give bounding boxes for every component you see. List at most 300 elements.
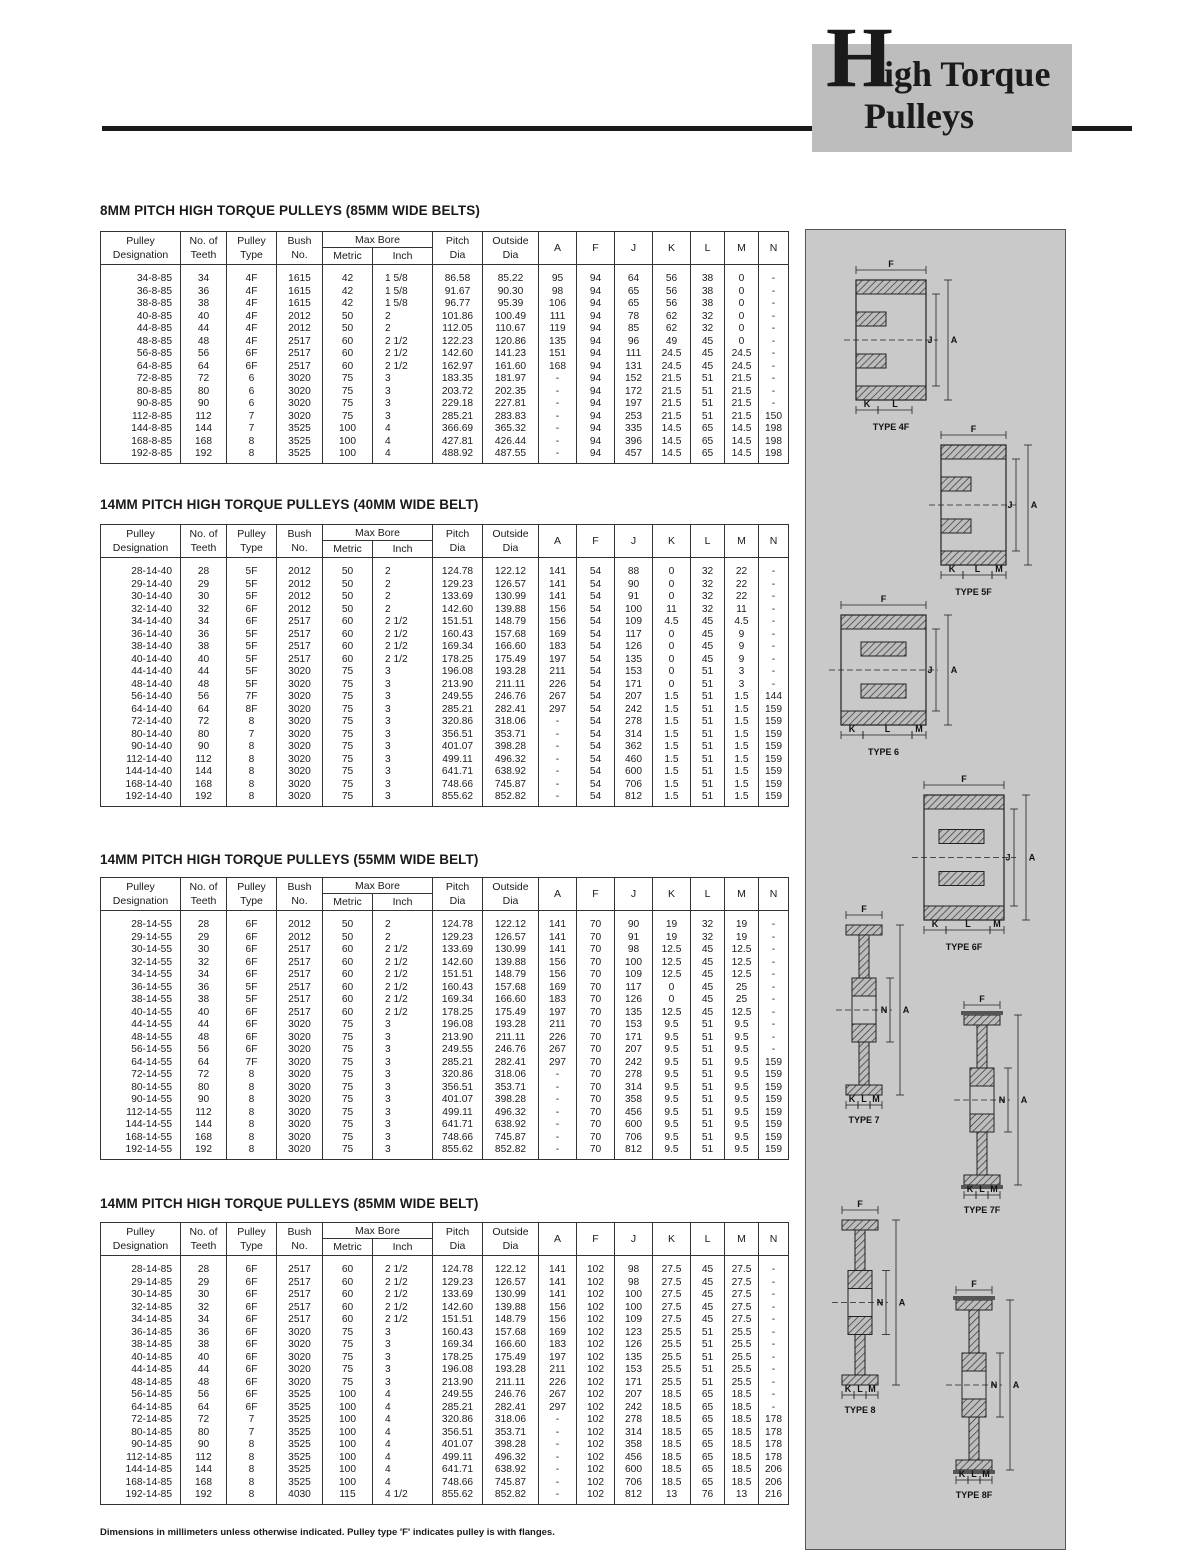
table-cell: 60 [323,1256,373,1277]
table-cell: 8 [227,1439,277,1452]
table-cell: 131 [615,361,653,374]
table-cell: 70 [577,1107,615,1120]
table-cell: 29 [181,1277,227,1290]
table-cell: 282.41 [483,1057,539,1070]
table-cell: - [759,911,789,932]
table-cell: 141 [539,944,577,957]
table-cell: 2517 [277,641,323,654]
table-cell: 3020 [277,1019,323,1032]
table-cell: 9.5 [725,1119,759,1132]
table-cell: 13 [725,1489,759,1504]
table-row [101,1007,789,1020]
table-cell: 80 [181,1427,227,1440]
table-cell: 75 [323,398,373,411]
table-cell: 32 [181,957,227,970]
table-cell: 141 [539,1256,577,1277]
table-cell: 6F [227,604,277,617]
table-cell: 112 [181,411,227,424]
table-row [101,1019,789,1032]
table-cell: 36 [181,286,227,299]
table-cell: 159 [759,704,789,717]
table-cell: 197 [539,1007,577,1020]
table-cell: 3020 [277,791,323,806]
table-cell: 40 [181,311,227,324]
header-line: Bush [287,881,312,893]
table-cell: 156 [539,957,577,970]
rim-section [941,445,1006,459]
diagram-panel [805,229,1066,1550]
table-cell: 3 [373,1107,433,1120]
table-cell: 1.5 [725,766,759,779]
table-cell: 51 [691,766,725,779]
table-cell: 27.5 [653,1289,691,1302]
dimension-label: A [898,1297,906,1308]
dimension-label: K [966,1184,974,1194]
table-cell: - [759,666,789,679]
table-cell: 2 1/2 [373,1256,433,1277]
table-cell: - [759,398,789,411]
table-cell: 9 [725,629,759,642]
table-cell: - [539,779,577,792]
hub-section [856,354,886,368]
table-cell: 75 [323,1044,373,1057]
table-cell: 3020 [277,691,323,704]
table-cell: 3 [373,1339,433,1352]
table-cell: 50 [323,558,373,579]
table-cell: 2 [373,311,433,324]
dimension-label: K [844,1384,852,1394]
table-cell: 25.5 [725,1327,759,1340]
table-cell: - [539,1144,577,1159]
header-line: Pulley [237,235,266,247]
table-row [101,1364,789,1377]
dimension-label: F [979,994,985,1004]
table-row [101,423,789,436]
hub-section [861,684,906,698]
table-cell: 2 [373,558,433,579]
table-cell: 48-14-40 [101,679,181,692]
col-header-f: F [577,232,615,265]
table-cell: 1 5/8 [373,265,433,286]
pulley-drawing [844,280,938,400]
header-line: No. of [189,1226,218,1238]
table-cell: 75 [323,741,373,754]
hub-section [856,312,886,326]
table-cell: 60 [323,957,373,970]
table-cell: 3020 [277,1327,323,1340]
rim-section [856,386,926,400]
table-cell: 278 [615,1069,653,1082]
table-cell: 90-14-55 [101,1094,181,1107]
table-cell: 40 [181,1007,227,1020]
table-cell: 102 [577,1377,615,1390]
table-row [101,641,789,654]
dimension-label: N [990,1380,998,1390]
table-cell: 34-14-55 [101,969,181,982]
table-cell: 75 [323,754,373,767]
table-cell: 100 [323,436,373,449]
table-cell: 65 [691,1477,725,1490]
header-line: Pitch [445,235,470,247]
table-cell: 2 1/2 [373,944,433,957]
table-cell: 130.99 [483,944,539,957]
table-cell: 600 [615,1119,653,1132]
table-cell: 144-8-85 [101,423,181,436]
table-cell: 151.51 [433,1314,483,1327]
table-cell: 852.82 [483,1489,539,1504]
table-cell: 19 [653,911,691,932]
header-line: Pitch [445,881,470,893]
table-cell: 8 [227,1477,277,1490]
table-cell: 249.55 [433,1389,483,1402]
table-cell: 197 [539,1352,577,1365]
table-cell: 70 [577,957,615,970]
table-cell: 207 [615,1389,653,1402]
table-cell: 2 1/2 [373,1302,433,1315]
table-cell: 2 [373,323,433,336]
col-header-k: K [653,1223,691,1256]
table-cell: 18.5 [653,1464,691,1477]
table-cell: 44-14-40 [101,666,181,679]
table-cell: 4 [373,1452,433,1465]
table-cell: 98 [615,1256,653,1277]
table-cell: 3020 [277,1044,323,1057]
table-cell: 157.68 [483,982,539,995]
rim-section [964,1015,1000,1025]
table-cell: 178 [759,1439,789,1452]
table-cell: 117 [615,982,653,995]
table-cell: 157.68 [483,629,539,642]
table-row [101,1277,789,1290]
table-cell: 641.71 [433,1464,483,1477]
table-cell: 855.62 [433,791,483,806]
table-row [101,741,789,754]
col-header-max-bore: Max Bore [323,1223,433,1239]
table-cell: 748.66 [433,1132,483,1145]
table-cell: - [759,1377,789,1390]
table-cell: 142.60 [433,604,483,617]
table-cell: 111 [539,311,577,324]
table-cell: 196.08 [433,1364,483,1377]
table-cell: 9.5 [653,1107,691,1120]
table-cell: 42 [323,265,373,286]
table-cell: 22 [725,579,759,592]
table-cell: 60 [323,1302,373,1315]
table-cell: 3525 [277,423,323,436]
table-cell: 213.90 [433,1032,483,1045]
dimension-label: K [948,564,956,574]
table-cell: 90 [615,911,653,932]
flange [953,1296,995,1300]
table-cell: 51 [691,1032,725,1045]
table-cell: 3020 [277,766,323,779]
table-cell: 112 [181,1452,227,1465]
table-cell: 139.88 [483,604,539,617]
table-cell: 144 [181,1464,227,1477]
table-cell: 90-14-85 [101,1439,181,1452]
table-cell: 60 [323,969,373,982]
header-line: Dia [449,1240,466,1252]
table-cell: 153 [615,666,653,679]
pulley-table [100,877,789,1160]
header-line: Dia [449,542,466,554]
table-cell: 90-14-40 [101,741,181,754]
table-cell: 64-14-55 [101,1057,181,1070]
table-cell: 812 [615,1489,653,1504]
table-cell: 133.69 [433,944,483,957]
table-cell: 54 [577,604,615,617]
table-cell: 32-14-40 [101,604,181,617]
table-cell: 745.87 [483,1132,539,1145]
table-row [101,957,789,970]
table-row [101,1302,789,1315]
table-cell: 141.23 [483,348,539,361]
table-cell: 144-14-55 [101,1119,181,1132]
table-cell: 9.5 [653,1032,691,1045]
table-cell: 5F [227,982,277,995]
table-cell: 2517 [277,1289,323,1302]
table-cell: 102 [577,1277,615,1290]
table-cell: 90 [181,1439,227,1452]
table-cell: 32 [691,932,725,945]
col-header-designation [101,878,181,911]
table-cell: 151.51 [433,969,483,982]
table-cell: 44 [181,666,227,679]
table-cell: 600 [615,1464,653,1477]
table-row [101,704,789,717]
table-cell: 91 [615,932,653,945]
table-cell: - [539,729,577,742]
dimension-label: A [1028,852,1036,863]
table-cell: - [539,1427,577,1440]
dimension-label: N [876,1297,884,1308]
table-cell: 0 [725,323,759,336]
table-cell: 852.82 [483,791,539,806]
table-cell: 48 [181,1032,227,1045]
table-cell: 6F [227,1327,277,1340]
table-cell: 129.23 [433,1277,483,1290]
table-cell: 242 [615,1057,653,1070]
table-cell: 126 [615,994,653,1007]
table-cell: 0 [653,629,691,642]
table-cell: 75 [323,1094,373,1107]
table-cell: 54 [577,666,615,679]
table-cell: 0 [725,286,759,299]
table-cell: 4 [373,423,433,436]
table-cell: 75 [323,1352,373,1365]
header-line: Outside [492,881,529,893]
table-cell: 111 [615,348,653,361]
table-cell: 8 [227,1144,277,1159]
table-cell: 157.68 [483,1327,539,1340]
table-cell: 3020 [277,754,323,767]
table-cell: 38 [181,1339,227,1352]
table-cell: 6F [227,1364,277,1377]
table-cell: 80-14-40 [101,729,181,742]
table-cell: 6F [227,911,277,932]
table-cell: 12.5 [653,957,691,970]
table-cell: 51 [691,1377,725,1390]
table-cell: 65 [691,1414,725,1427]
table-cell: 4F [227,298,277,311]
table-cell: 30 [181,1289,227,1302]
table-cell: 75 [323,411,373,424]
table-cell: 72 [181,716,227,729]
type-label: TYPE 7 [848,1115,880,1125]
table-cell: 60 [323,1277,373,1290]
table-cell: 112-8-85 [101,411,181,424]
table-cell: 226 [539,1377,577,1390]
table-cell: 141 [539,911,577,932]
table-cell: 100 [323,1414,373,1427]
table-cell: 65 [615,298,653,311]
table-row [101,1107,789,1120]
col-header-teeth [181,525,227,558]
table-cell: 60 [323,654,373,667]
table-cell: 54 [577,679,615,692]
table-cell: 75 [323,729,373,742]
dimension-label: K [958,1469,966,1479]
table-cell: 144-14-40 [101,766,181,779]
dimension-label: F [961,774,967,784]
table-cell: 2 1/2 [373,1289,433,1302]
table-cell: 12.5 [725,969,759,982]
table-cell: 135 [615,654,653,667]
table-cell: - [759,591,789,604]
dimension-label: N [880,1005,888,1015]
table-cell: 9.5 [653,1094,691,1107]
table-cell: 75 [323,386,373,399]
table-cell: 488.92 [433,448,483,463]
table-cell: 94 [577,398,615,411]
table-cell: 34-8-85 [101,265,181,286]
table-cell: 6F [227,1402,277,1415]
header-line: Bush [287,1226,312,1238]
table-cell: 267 [539,1044,577,1057]
table-cell: 100 [323,448,373,463]
table-cell: 175.49 [483,1007,539,1020]
rim-section [924,795,1004,809]
table-cell: 198 [759,436,789,449]
table-cell: 70 [577,1069,615,1082]
col-header-metric: Metric [323,248,373,265]
table-cell: 65 [691,1439,725,1452]
table-cell: 499.11 [433,754,483,767]
table-cell: 51 [691,704,725,717]
table-cell: 36-14-85 [101,1327,181,1340]
table-cell: 24.5 [653,348,691,361]
table-cell: 45 [691,944,725,957]
table-cell: 25.5 [653,1327,691,1340]
table-cell: 54 [577,654,615,667]
table-cell: 75 [323,373,373,386]
table-cell: 8 [227,1094,277,1107]
col-header-f: F [577,878,615,911]
header-line: Teeth [190,1240,217,1252]
rim-section [846,925,882,935]
col-header-l: L [691,525,725,558]
table-cell: 160.43 [433,982,483,995]
table-cell: 30-14-40 [101,591,181,604]
table-cell: 56 [181,691,227,704]
table-cell: 75 [323,666,373,679]
table-cell: 30-14-85 [101,1289,181,1302]
table-cell: 122.23 [433,336,483,349]
table-cell: 496.32 [483,1107,539,1120]
col-header-l: L [691,232,725,265]
table-cell: 3020 [277,729,323,742]
col-header-metric: Metric [323,1239,373,1256]
table-cell: 90 [181,1094,227,1107]
table-cell: 3525 [277,1477,323,1490]
dimension-label: F [880,594,887,604]
flange [961,1011,1003,1015]
dimension-label: L [965,919,971,929]
table-cell: 122.12 [483,558,539,579]
table-cell: 18.5 [653,1477,691,1490]
table-cell: 44 [181,1019,227,1032]
table-cell: 183 [539,994,577,1007]
table-cell: 0 [653,666,691,679]
table-cell: 8 [227,791,277,806]
dimension-label: K [931,919,939,929]
table-cell: 34 [181,616,227,629]
col-header-inch: Inch [373,248,433,265]
table-cell: 12.5 [653,944,691,957]
col-header-m: M [725,1223,759,1256]
table-cell: 133.69 [433,1289,483,1302]
table-cell: - [759,629,789,642]
table-cell: 141 [539,1289,577,1302]
table-cell: 8 [227,1132,277,1145]
table-cell: 25.5 [725,1364,759,1377]
table-cell: 80 [181,386,227,399]
table-cell: 7 [227,411,277,424]
table-cell: 135 [615,1007,653,1020]
table-cell: 25 [725,982,759,995]
table-cell: 7 [227,1414,277,1427]
table-cell: 65 [691,1389,725,1402]
table-cell: 706 [615,779,653,792]
table-cell: 18.5 [725,1477,759,1490]
table-cell: 3 [373,1069,433,1082]
table-cell: 159 [759,1069,789,1082]
table-cell: 112 [181,754,227,767]
table-cell: 60 [323,944,373,957]
table-cell: 25.5 [653,1352,691,1365]
table-cell: 246.76 [483,1044,539,1057]
table-cell: 0 [653,579,691,592]
table-row [101,666,789,679]
table-cell: 7 [227,423,277,436]
table-cell: 249.55 [433,691,483,704]
table-cell: 1.5 [653,729,691,742]
table-cell: 278 [615,1414,653,1427]
table-cell: 6F [227,1044,277,1057]
table-cell: 75 [323,1339,373,1352]
table-cell: - [539,791,577,806]
col-header-type [227,878,277,911]
dimension-label: L [971,1469,977,1479]
table-cell: 203.72 [433,386,483,399]
table-cell: 8 [227,741,277,754]
col-header-m: M [725,878,759,911]
table-cell: 72 [181,1069,227,1082]
table-cell: 168-14-85 [101,1477,181,1490]
table-cell: 72-8-85 [101,373,181,386]
table-cell: 25.5 [725,1339,759,1352]
table-cell: - [759,298,789,311]
